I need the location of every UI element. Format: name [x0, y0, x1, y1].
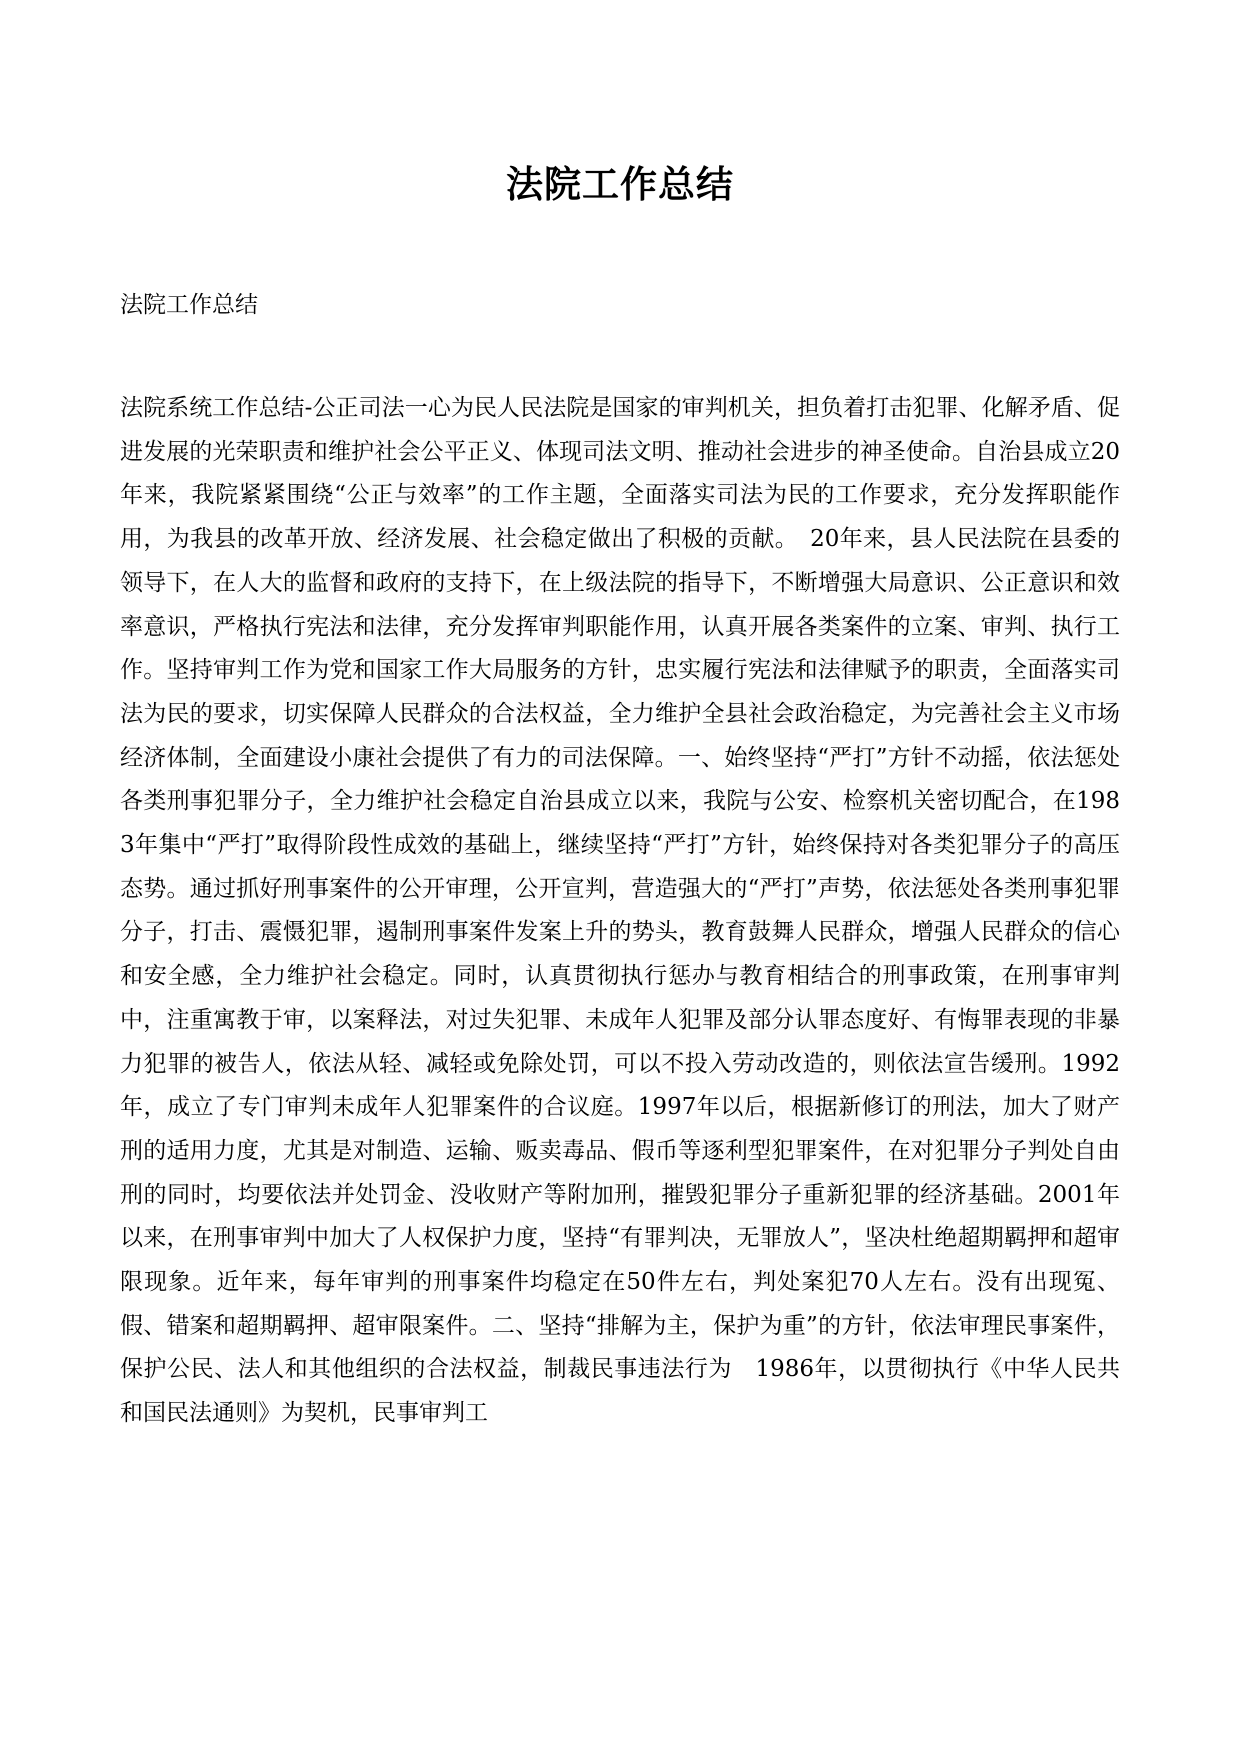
document-body: 法院系统工作总结-公正司法一心为民人民法院是国家的审判机关，担负着打击犯罪、化解矛盾、促进发展的光荣职责和维护社会公平正义、体现司法文明、推动社会进步的神圣使命。自治县成立20年来，我院紧紧围绕“公正与效率”的工作主题，全面落实司法为民的工作要求，充分发挥职能作用，为我县的改革开放、经济发展、社会稳定做出了积极的贡献。 20年来，县人民法院在县委的领导下，在人大的监督和政府的支持下，在上级法院的指导下，不断增强大局意识、公正意识和效率意识，严格执行宪法和法律，充分发挥审判职能作用，认真开展各类案件的立案、审判、执行工作。坚持审判工作为党和国家工作大局服务的方针，忠实履行宪法和法律赋予的职责，全面落实司法为民的要求，切实保障人民群众的合法权益，全力维护全县社会政治稳定，为完善社会主义市场经济体制，全面建设小康社会提供了有力的司法保障。一、始终坚持“严打”方针不动摇，依法惩处各类刑事犯罪分子，全力维护社会稳定自治县成立以来，我院与公安、检察机关密切配合，在1983年集中“严打”取得阶段性成效的基础上，继续坚持“严打”方针，始终保持对各类犯罪分子的高压态势。通过抓好刑事案件的公开审理，公开宣判，营造强大的“严打”声势，依法惩处各类刑事犯罪分子，打击、震慑犯罪，遏制刑事案件发案上升的势头，教育鼓舞人民群众，增强人民群众的信心和安全感，全力维护社会稳定。同时，认真贯彻执行惩办与教育相结合的刑事政策，在刑事审判中，注重寓教于审，以案释法，对过失犯罪、未成年人犯罪及部分认罪态度好、有悔罪表现的非暴力犯罪的被告人，依法从轻、减轻或免除处罚，可以不投入劳动改造的，则依法宣告缓刑。1992年，成立了专门审判未成年人犯罪案件的合议庭。1997年以后，根据新修订的刑法，加大了财产刑的适用力度，尤其是对制造、运输、贩卖毒品、假币等逐利型犯罪案件，在对犯罪分子判处自由刑的同时，均要依法并处罚金、没收财产等附加刑，摧毁犯罪分子重新犯罪的经济基础。2001年以来，在刑事审判中加大了人权保护力度，坚持“有罪判决，无罪放人”，坚决杜绝超期羁押和超审限现象。近年来，每年审判的刑事案件均稳定在50件左右，判处案犯70人左右。没有出现冤、假、错案和超期羁押、超审限案件。二、坚持“排解为主，保护为重”的方针，依法审理民事案件，保护公民、法人和其他组织的合法权益，制裁民事违法行为 1986年，以贯彻执行《中华人民共和国民法通则》为契机，民事审判工 [120, 395, 1120, 1427]
document-subtitle: 法院工作总结 [120, 292, 258, 318]
document-title: 法院工作总结 [506, 162, 734, 206]
